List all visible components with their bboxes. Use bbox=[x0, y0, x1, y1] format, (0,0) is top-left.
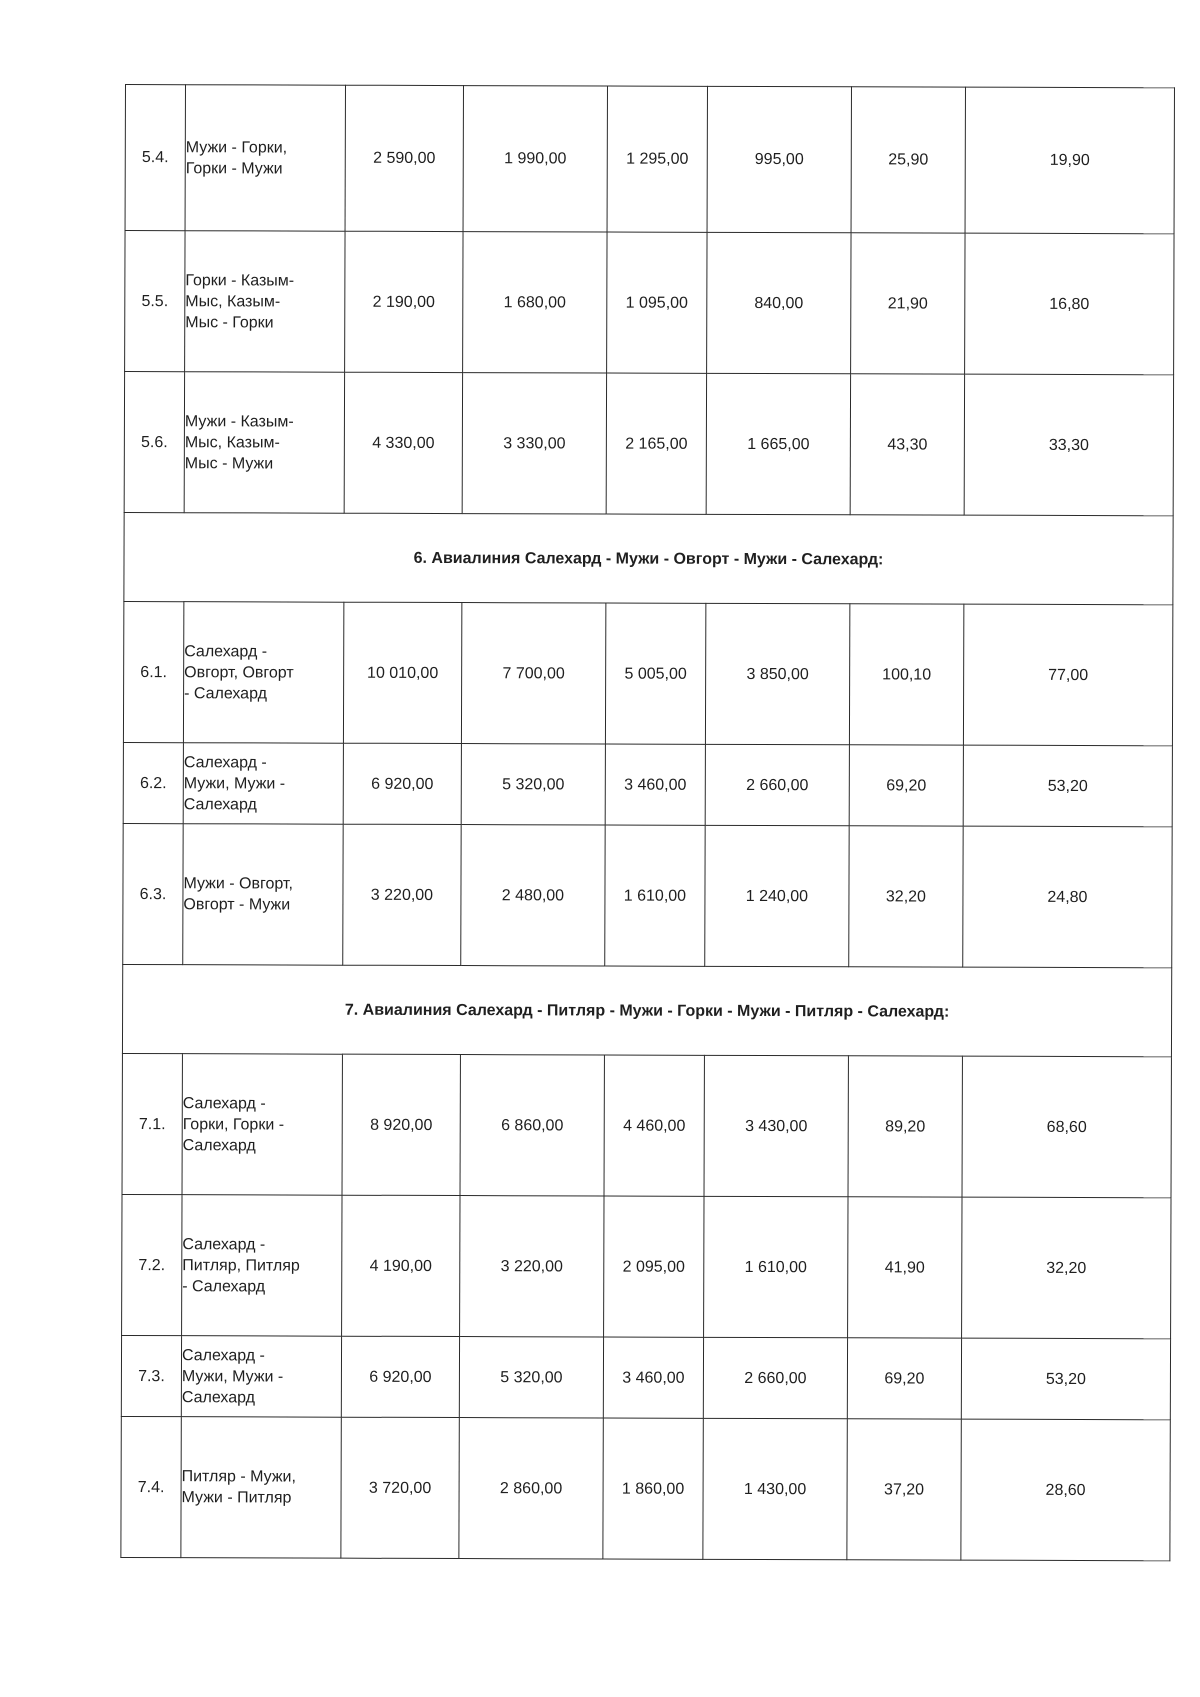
value-cell: 3 850,00 bbox=[705, 603, 849, 744]
route-cell bbox=[183, 824, 343, 966]
value-cell: 1 680,00 bbox=[463, 232, 607, 373]
value-cell: 25,90 bbox=[851, 87, 965, 233]
value-cell: 1 240,00 bbox=[705, 825, 849, 966]
route-cell bbox=[184, 372, 344, 514]
value-cell: 2 165,00 bbox=[606, 373, 706, 514]
row-number: 6.3. bbox=[123, 823, 183, 964]
value-cell: 1 430,00 bbox=[703, 1418, 847, 1559]
route-line: Салехард bbox=[183, 795, 257, 813]
value-cell: 100,10 bbox=[849, 604, 963, 745]
table-row bbox=[125, 85, 1174, 234]
row-number: 5.6. bbox=[124, 372, 184, 513]
value-cell: 3 220,00 bbox=[343, 824, 461, 965]
route-line: Мужи, Мужи - bbox=[181, 1367, 284, 1386]
route-cell bbox=[185, 85, 345, 232]
section-row bbox=[124, 512, 1173, 604]
value-cell: 2 590,00 bbox=[345, 85, 463, 231]
route-line: Мужи - Питляр bbox=[181, 1489, 292, 1507]
value-cell: 89,20 bbox=[848, 1056, 962, 1197]
row-number: 7.1. bbox=[122, 1053, 182, 1194]
value-cell: 4 330,00 bbox=[344, 372, 462, 513]
section-heading: 7. Авиалиния Салехард - Питляр - Мужи - Горки - Мужи - Питляр - Салехард: bbox=[122, 964, 1171, 1056]
route-line: Овгорт, Овгорт bbox=[184, 663, 294, 682]
value-cell: 1 610,00 bbox=[704, 1196, 848, 1337]
route-line: Питляр - Мужи, bbox=[181, 1468, 296, 1486]
route-line: Салехард - bbox=[182, 1235, 266, 1253]
value-cell: 6 920,00 bbox=[341, 1336, 459, 1417]
value-cell: 3 430,00 bbox=[704, 1055, 848, 1196]
value-cell: 1 295,00 bbox=[607, 86, 707, 232]
table-row bbox=[121, 1335, 1170, 1419]
value-cell: 69,20 bbox=[847, 1338, 961, 1419]
value-cell: 69,20 bbox=[849, 745, 963, 826]
section-heading: 6. Авиалиния Салехард - Мужи - Овгорт - Мужи - Салехард: bbox=[124, 512, 1173, 604]
table-row bbox=[123, 601, 1172, 745]
value-cell: 4 460,00 bbox=[604, 1055, 704, 1196]
table-row bbox=[123, 742, 1172, 826]
route-line: Салехард bbox=[182, 1136, 256, 1154]
value-cell: 1 095,00 bbox=[607, 232, 707, 373]
route-line: Мыс, Казым- bbox=[184, 433, 280, 451]
route-line: Горки - Мужи bbox=[185, 159, 283, 177]
value-cell: 16,80 bbox=[965, 233, 1174, 375]
value-cell: 6 920,00 bbox=[343, 743, 461, 824]
table-row bbox=[123, 823, 1172, 967]
table-row bbox=[122, 1053, 1171, 1197]
row-number: 7.3. bbox=[121, 1335, 181, 1416]
row-number: 5.5. bbox=[125, 231, 185, 372]
route-cell bbox=[182, 1054, 342, 1196]
value-cell: 3 220,00 bbox=[460, 1196, 604, 1337]
value-cell: 68,60 bbox=[962, 1056, 1171, 1198]
tariff-table bbox=[120, 84, 1175, 1561]
value-cell: 840,00 bbox=[707, 232, 851, 373]
route-line: Салехард - bbox=[184, 642, 268, 660]
row-number: 7.4. bbox=[121, 1416, 181, 1557]
value-cell: 24,80 bbox=[963, 826, 1172, 968]
route-line: Горки - Казым- bbox=[185, 271, 295, 290]
value-cell: 28,60 bbox=[961, 1419, 1170, 1561]
row-number: 7.2. bbox=[122, 1194, 182, 1335]
route-cell bbox=[181, 1417, 341, 1559]
value-cell: 4 190,00 bbox=[342, 1195, 460, 1336]
route-line: Горки, Горки - bbox=[182, 1115, 285, 1134]
value-cell: 2 660,00 bbox=[705, 744, 849, 825]
route-line: Мужи - Горки, bbox=[185, 138, 288, 157]
value-cell: 5 005,00 bbox=[605, 603, 705, 744]
table-row bbox=[121, 1416, 1170, 1560]
value-cell: 41,90 bbox=[848, 1197, 962, 1338]
value-cell: 995,00 bbox=[707, 86, 851, 232]
route-line: Овгорт - Мужи bbox=[183, 896, 291, 914]
route-cell bbox=[183, 743, 343, 825]
value-cell: 10 010,00 bbox=[343, 602, 461, 743]
value-cell: 2 660,00 bbox=[703, 1337, 847, 1418]
value-cell: 8 920,00 bbox=[342, 1054, 460, 1195]
route-line: Мыс - Горки bbox=[185, 313, 274, 331]
table-row bbox=[122, 1194, 1171, 1338]
row-number: 6.2. bbox=[123, 742, 183, 823]
value-cell: 2 860,00 bbox=[459, 1418, 603, 1559]
value-cell: 19,90 bbox=[965, 87, 1174, 234]
value-cell: 7 700,00 bbox=[461, 603, 605, 744]
value-cell: 53,20 bbox=[963, 745, 1172, 827]
value-cell: 3 460,00 bbox=[603, 1337, 703, 1418]
route-cell bbox=[181, 1336, 341, 1418]
value-cell: 32,20 bbox=[962, 1197, 1171, 1339]
value-cell: 2 480,00 bbox=[461, 825, 605, 966]
route-line: - Салехард bbox=[184, 684, 267, 702]
route-cell bbox=[183, 602, 343, 744]
section-row bbox=[122, 964, 1171, 1056]
route-line: Салехард bbox=[181, 1388, 256, 1406]
value-cell: 37,20 bbox=[847, 1419, 961, 1560]
value-cell: 3 330,00 bbox=[462, 373, 606, 514]
route-line: Мужи - Казым- bbox=[184, 412, 294, 431]
value-cell: 5 320,00 bbox=[459, 1337, 603, 1418]
row-number: 5.4. bbox=[125, 85, 185, 231]
value-cell: 1 610,00 bbox=[605, 825, 705, 966]
value-cell: 5 320,00 bbox=[461, 744, 605, 825]
value-cell: 6 860,00 bbox=[460, 1055, 604, 1196]
value-cell: 43,30 bbox=[850, 374, 964, 515]
route-line: Мыс - Мужи bbox=[184, 454, 274, 472]
value-cell: 2 190,00 bbox=[345, 231, 463, 372]
value-cell: 21,90 bbox=[851, 233, 965, 374]
table-row bbox=[124, 372, 1173, 516]
value-cell: 1 860,00 bbox=[603, 1418, 703, 1559]
value-cell: 2 095,00 bbox=[604, 1196, 704, 1337]
value-cell: 32,20 bbox=[849, 826, 963, 967]
value-cell: 1 665,00 bbox=[706, 373, 850, 514]
value-cell: 77,00 bbox=[963, 604, 1172, 746]
value-cell: 3 720,00 bbox=[341, 1417, 459, 1558]
value-cell: 33,30 bbox=[964, 374, 1173, 516]
value-cell: 53,20 bbox=[961, 1338, 1170, 1420]
route-line: - Салехард bbox=[182, 1277, 266, 1295]
route-line: Мужи, Мужи - bbox=[183, 774, 286, 793]
route-line: Мужи - Овгорт, bbox=[183, 875, 293, 893]
route-line: Салехард - bbox=[183, 753, 267, 771]
route-cell bbox=[182, 1195, 342, 1337]
value-cell: 3 460,00 bbox=[605, 744, 705, 825]
route-line: Питляр, Питляр bbox=[182, 1256, 300, 1275]
route-line: Салехард - bbox=[181, 1346, 265, 1364]
route-line: Салехард - bbox=[182, 1094, 266, 1112]
table-row bbox=[125, 231, 1174, 375]
value-cell: 1 990,00 bbox=[463, 86, 607, 232]
route-line: Мыс, Казым- bbox=[185, 292, 281, 310]
row-number: 6.1. bbox=[123, 601, 183, 742]
route-cell bbox=[185, 231, 345, 373]
